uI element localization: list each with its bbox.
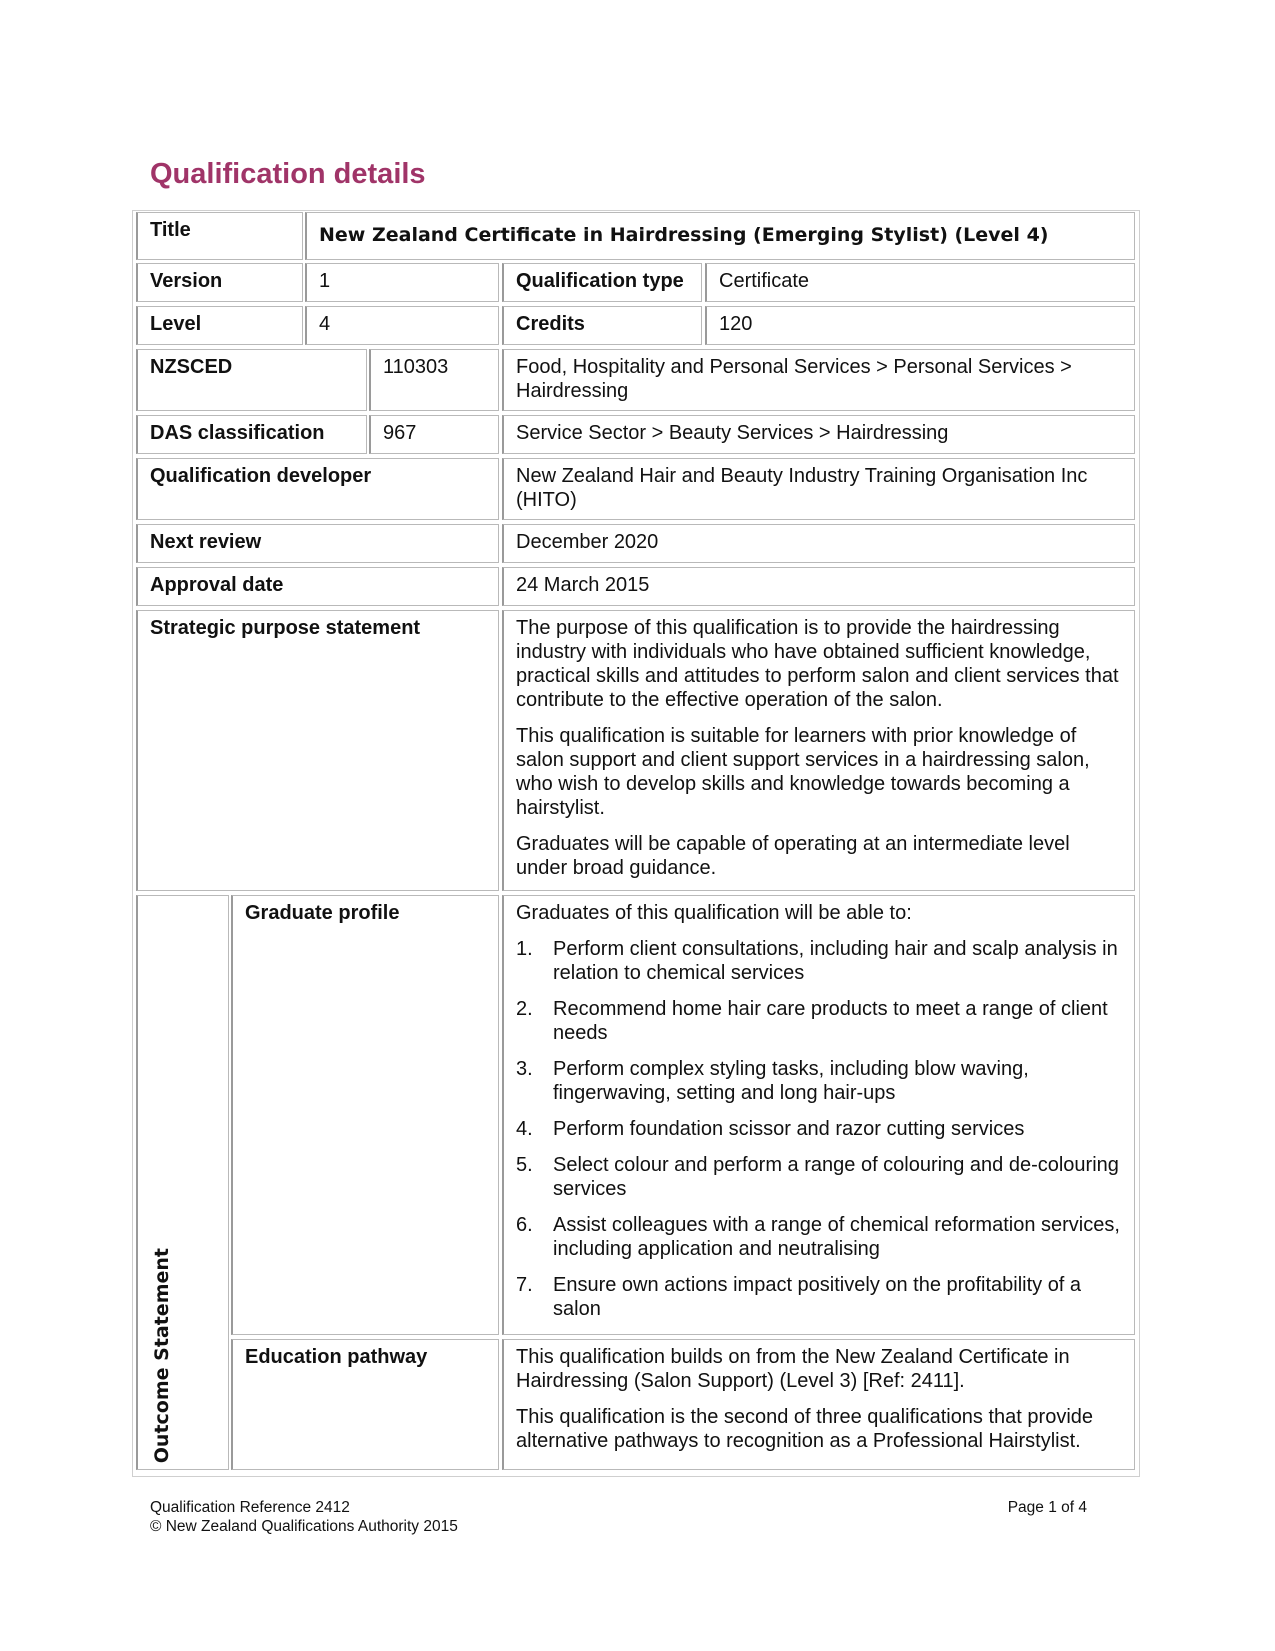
graduate-profile-value-cell [502, 895, 1135, 1335]
graduate-profile-label-cell [231, 895, 499, 1335]
version-value-cell [305, 263, 499, 302]
next-review-label-cell [136, 524, 499, 563]
das-label-cell [136, 415, 367, 454]
credits-label: Credits [516, 313, 585, 335]
list-item [516, 1153, 1122, 1201]
version-label: Version [150, 270, 223, 292]
title-label: Title [150, 219, 191, 241]
strategic-paragraph: Graduates will be capable of operating at an intermediate level under broad guidance. [516, 833, 1070, 879]
list-item-number: 6. [516, 1214, 533, 1236]
outcome-statement-cell [136, 895, 229, 1470]
title-value: New Zealand Certificate in Hairdressing (Emerging Stylist) (Level 4) [319, 224, 1049, 246]
qualification-type-value: Certificate [719, 270, 810, 292]
list-item [516, 1273, 1122, 1321]
graduate-profile-label: Graduate profile [245, 902, 400, 924]
page-title: Qualification details [150, 158, 426, 190]
list-item-text: Recommend home hair care products to meet a range of client needs [553, 998, 1108, 1044]
next-review-value-cell [502, 524, 1135, 563]
education-pathway-value-cell [502, 1339, 1135, 1470]
nzsced-label: NZSCED [150, 356, 233, 378]
nzsced-code: 110303 [383, 356, 449, 378]
education-pathway-paragraph: This qualification is the second of three qualifications that provide alternative pathways to recognition as a Professional Hairstylist. [516, 1406, 1094, 1452]
title-label-cell [136, 212, 303, 260]
list-item-text: Perform complex styling tasks, including blow waving, fingerwaving, setting and long hair-ups [553, 1058, 1029, 1104]
level-label-cell [136, 306, 303, 345]
version-value: 1 [319, 270, 331, 292]
das-value: Service Sector > Beauty Services > Hairdressing [516, 422, 949, 444]
next-review-value: December 2020 [516, 531, 659, 553]
education-pathway-label-cell [231, 1339, 499, 1470]
graduate-profile-list [516, 937, 1122, 1321]
list-item-number: 2. [516, 998, 533, 1020]
outcome-statement-label: Outcome Statement [151, 1247, 173, 1463]
strategic-purpose-value-cell [502, 610, 1135, 891]
list-item-number: 1. [516, 938, 533, 960]
developer-value-cell [502, 458, 1135, 520]
footer-copyright: © New Zealand Qualifications Authority 2015 [150, 1518, 458, 1535]
approval-date-label: Approval date [150, 574, 284, 596]
nzsced-value: Food, Hospitality and Personal Services > Personal Services > Hairdressing [516, 356, 1072, 402]
list-item [516, 937, 1122, 985]
list-item-text: Assist colleagues with a range of chemical reformation services, including application and neutralising [553, 1214, 1120, 1260]
nzsced-code-cell [369, 349, 499, 411]
credits-label-cell [502, 306, 702, 345]
footer-page-number: Page 1 of 4 [1007, 1499, 1087, 1516]
next-review-label: Next review [150, 531, 262, 553]
strategic-paragraph: The purpose of this qualification is to provide the hairdressing industry with individuals who have obtained sufficient knowledge, practical skills and attitudes to perform salon and client services that contribute to the effective operation of the salon. [516, 617, 1119, 711]
footer-reference: Qualification Reference 2412 [150, 1499, 350, 1516]
graduate-profile-intro: Graduates of this qualification will be able to: [516, 902, 912, 924]
version-label-cell [136, 263, 303, 302]
level-value: 4 [319, 313, 331, 335]
developer-label-cell [136, 458, 499, 520]
approval-date-label-cell [136, 567, 499, 606]
strategic-purpose-label-cell [136, 610, 499, 891]
education-pathway-label: Education pathway [245, 1346, 428, 1368]
strategic-purpose-label: Strategic purpose statement [150, 617, 421, 639]
education-pathway-paragraph: This qualification builds on from the New Zealand Certificate in Hairdressing (Salon Support) (Level 3) [Ref: 2411]. [516, 1346, 1070, 1392]
credits-value-cell [705, 306, 1135, 345]
list-item-text: Perform client consultations, including hair and scalp analysis in relation to chemical services [553, 938, 1118, 984]
nzsced-value-cell [502, 349, 1135, 411]
title-value-cell [305, 212, 1135, 260]
approval-date-value-cell [502, 567, 1135, 606]
developer-label: Qualification developer [150, 465, 372, 487]
level-label: Level [150, 313, 202, 335]
list-item-number: 4. [516, 1118, 533, 1140]
list-item-text: Perform foundation scissor and razor cutting services [553, 1118, 1025, 1140]
list-item [516, 1057, 1122, 1105]
list-item-number: 3. [516, 1058, 533, 1080]
list-item [516, 1213, 1122, 1261]
qualification-type-value-cell [705, 263, 1135, 302]
credits-value: 120 [719, 313, 753, 335]
das-code-cell [369, 415, 499, 454]
list-item-text: Ensure own actions impact positively on the profitability of a salon [553, 1274, 1082, 1320]
strategic-paragraph: This qualification is suitable for learners with prior knowledge of salon support and client support services in a hairdressing salon, who wish to develop skills and knowledge towards becoming a hairstylist. [516, 725, 1090, 819]
nzsced-label-cell [136, 349, 367, 411]
developer-value: New Zealand Hair and Beauty Industry Training Organisation Inc (HITO) [516, 465, 1088, 511]
list-item-number: 5. [516, 1154, 533, 1176]
qualification-type-label: Qualification type [516, 270, 684, 292]
das-code: 967 [383, 422, 417, 444]
list-item [516, 997, 1122, 1045]
level-value-cell [305, 306, 499, 345]
das-value-cell [502, 415, 1135, 454]
das-label: DAS classification [150, 422, 325, 444]
list-item [516, 1117, 1122, 1141]
approval-date-value: 24 March 2015 [516, 574, 650, 596]
footer-left [150, 1498, 458, 1536]
qualification-type-label-cell [502, 263, 702, 302]
list-item-number: 7. [516, 1274, 533, 1296]
list-item-text: Select colour and perform a range of colouring and de-colouring services [553, 1154, 1119, 1200]
